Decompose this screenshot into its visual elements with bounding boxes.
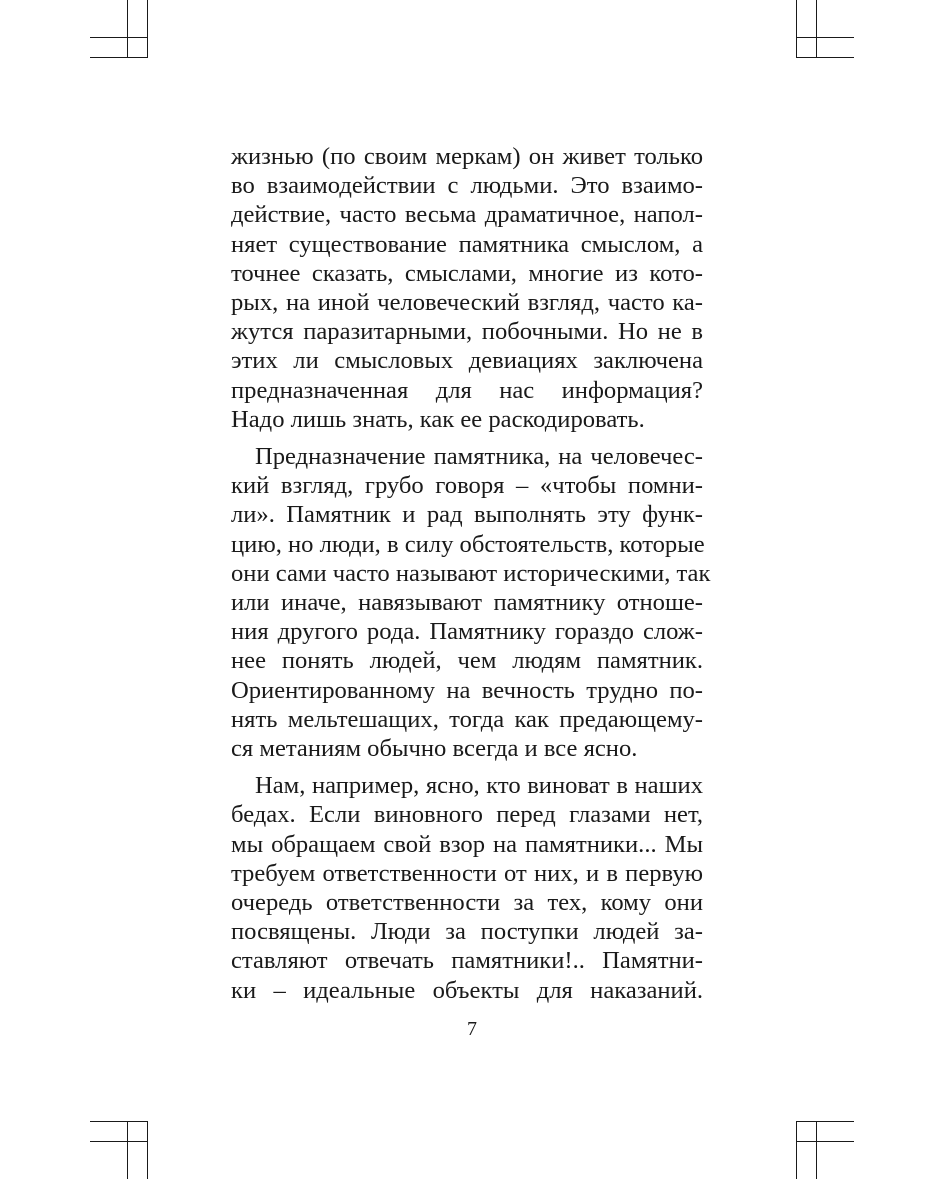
- text-line: няет существование памятника смыслом, а: [231, 230, 703, 258]
- crop-mark-bl-h2: [90, 1141, 148, 1142]
- crop-mark-tl-v1: [127, 0, 128, 58]
- text-line: Ориентированному на вечность трудно по-: [231, 676, 703, 704]
- paragraph-2: [231, 442, 711, 763]
- body-text: [231, 142, 711, 1013]
- crop-mark-br-v2: [816, 1121, 817, 1179]
- crop-mark-br-v1: [796, 1121, 797, 1179]
- crop-mark-tr-v1: [796, 0, 797, 58]
- crop-mark-tr-h2: [796, 57, 854, 58]
- text-line: кий взгляд, грубо говоря – «чтобы помни-: [231, 472, 703, 500]
- crop-mark-bl-v2: [147, 1121, 148, 1179]
- crop-mark-br-h2: [796, 1141, 854, 1142]
- crop-mark-bl-v1: [127, 1121, 128, 1179]
- text-line: ли». Памятник и рад выполнять эту функ-: [231, 501, 703, 529]
- text-line: во взаимодействии с людьми. Это взаимо-: [231, 172, 703, 200]
- text-line: жизнью (по своим меркам) он живет только: [231, 143, 703, 170]
- crop-mark-tl-h1: [90, 37, 148, 38]
- paragraph-3: [231, 771, 703, 1005]
- text-line: Надо лишь знать, как ее раскодировать.: [231, 405, 645, 433]
- text-line: ки – идеальные объекты для наказаний.: [231, 976, 703, 1004]
- text-line: рых, на иной человеческий взгляд, часто ка-: [231, 289, 703, 317]
- crop-mark-tl-h2: [90, 57, 148, 58]
- text-line: ния другого рода. Памятнику гораздо слож-: [231, 618, 703, 646]
- text-line: нее понять людей, чем людям памятник.: [231, 647, 703, 675]
- crop-mark-tr-h1: [796, 37, 854, 38]
- text-line: посвящены. Люди за поступки людей за-: [231, 918, 703, 946]
- text-line: цию, но люди, в силу обстоятельств, которые: [231, 530, 705, 558]
- text-line: точнее сказать, смыслами, многие из кото-: [231, 259, 703, 287]
- text-line: или иначе, навязывают памятнику отноше-: [231, 589, 703, 617]
- crop-mark-bl-h1: [90, 1121, 148, 1122]
- text-line: очередь ответственности за тех, кому они: [231, 889, 703, 917]
- text-line: они сами часто называют историческими, так: [231, 559, 711, 587]
- text-line: мы обращаем свой взор на памятники... Мы: [231, 830, 703, 858]
- text-line: жутся паразитарными, побочными. Но не в: [231, 318, 703, 346]
- text-line: предназначенная для нас информация?: [231, 376, 703, 404]
- crop-mark-tl-v2: [147, 0, 148, 58]
- text-line: этих ли смысловых девиациях заключена: [231, 347, 703, 375]
- crop-mark-br-h1: [796, 1121, 854, 1122]
- text-line: ставляют отвечать памятники!.. Памятни-: [231, 947, 703, 975]
- text-line: ся метаниям обычно всегда и все ясно.: [231, 735, 638, 763]
- text-line: бедах. Если виновного перед глазами нет,: [231, 801, 703, 829]
- text-line: Нам, например, ясно, кто виноват в наших: [255, 772, 703, 800]
- text-line: нять мельтешащих, тогда как предающему-: [231, 705, 703, 733]
- page-number: 7: [467, 1018, 477, 1040]
- text-line: Предназначение памятника, на человечес-: [255, 443, 703, 471]
- text-line: действие, часто весьма драматичное, напол-: [231, 201, 703, 229]
- text-line: требуем ответственности от них, и в первую: [231, 859, 703, 887]
- crop-mark-tr-v2: [816, 0, 817, 58]
- paragraph-1: [231, 142, 703, 434]
